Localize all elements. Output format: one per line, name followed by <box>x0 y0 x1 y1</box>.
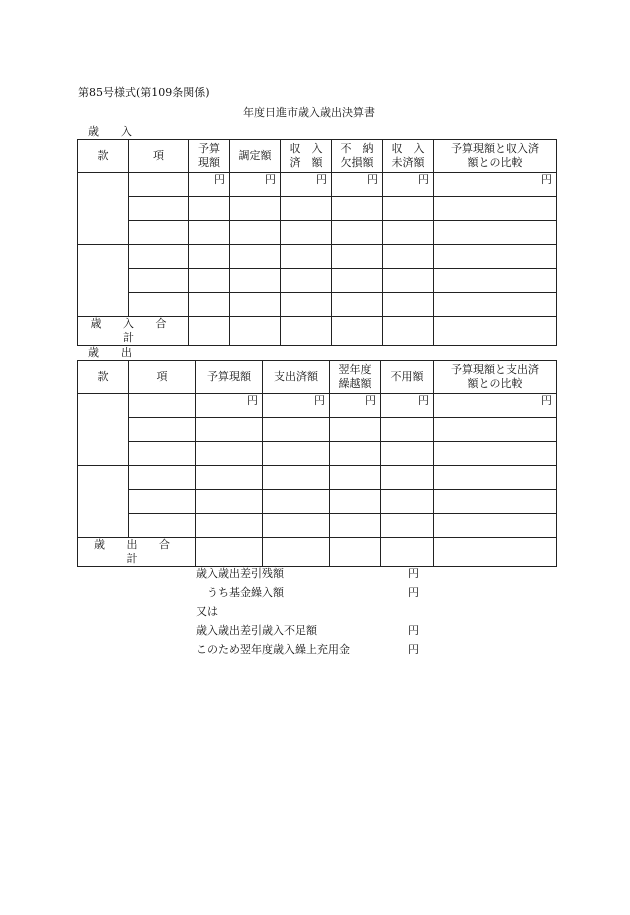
revenue-header-uncollected: 収 入 未済額 <box>383 140 434 173</box>
expenditure-cell <box>263 490 330 514</box>
revenue-total-cell <box>230 317 281 346</box>
revenue-cell <box>383 269 434 293</box>
expenditure-cell <box>330 514 381 538</box>
expenditure-total-label: 歳 出 合 計 <box>78 538 196 567</box>
footer-unit: 円 <box>408 567 419 580</box>
expenditure-kan-cell <box>78 466 129 538</box>
revenue-total-cell <box>281 317 332 346</box>
revenue-cell <box>189 269 230 293</box>
footer-unit: 円 <box>408 643 419 656</box>
expenditure-header-kou: 項 <box>129 361 196 394</box>
expenditure-header-unused: 不用額 <box>381 361 434 394</box>
revenue-cell <box>230 245 281 269</box>
revenue-table <box>77 139 557 346</box>
expenditure-heading: 歳 出 <box>88 346 132 359</box>
revenue-header-budget: 予算 現額 <box>189 140 230 173</box>
revenue-yen-unit: 円 <box>281 173 332 197</box>
expenditure-kan-cell <box>78 394 129 466</box>
expenditure-header-kan: 款 <box>78 361 129 394</box>
revenue-cell <box>332 197 383 221</box>
footer-balance <box>196 565 426 583</box>
expenditure-cell <box>330 490 381 514</box>
revenue-cell <box>281 245 332 269</box>
footer-unit: 円 <box>408 586 419 599</box>
expenditure-cell <box>330 466 381 490</box>
revenue-cell <box>434 197 557 221</box>
revenue-cell <box>383 221 434 245</box>
revenue-kan-cell <box>78 245 129 317</box>
revenue-cell <box>434 245 557 269</box>
revenue-total-cell <box>434 317 557 346</box>
expenditure-total-cell <box>263 538 330 567</box>
revenue-cell <box>281 293 332 317</box>
revenue-yen-unit: 円 <box>332 173 383 197</box>
footer-or <box>196 603 426 621</box>
footer-label: うち基金繰入額 <box>196 586 284 599</box>
expenditure-cell <box>434 418 557 442</box>
revenue-kou-cell <box>129 221 189 245</box>
footer-unit: 円 <box>408 624 419 637</box>
revenue-cell <box>189 293 230 317</box>
expenditure-cell <box>196 490 263 514</box>
expenditure-cell <box>196 442 263 466</box>
expenditure-cell <box>196 418 263 442</box>
revenue-cell <box>281 197 332 221</box>
revenue-cell <box>383 197 434 221</box>
revenue-total-cell <box>383 317 434 346</box>
revenue-yen-unit: 円 <box>230 173 281 197</box>
revenue-cell <box>230 197 281 221</box>
footer-fund-transfer <box>196 584 426 602</box>
revenue-yen-unit: 円 <box>189 173 230 197</box>
expenditure-cell <box>196 514 263 538</box>
revenue-header-kan: 款 <box>78 140 129 173</box>
expenditure-kou-cell <box>129 394 196 418</box>
footer-label: 又は <box>196 605 218 618</box>
expenditure-cell <box>263 514 330 538</box>
expenditure-cell <box>434 466 557 490</box>
expenditure-cell <box>330 442 381 466</box>
revenue-cell <box>332 293 383 317</box>
revenue-kou-cell <box>129 245 189 269</box>
expenditure-header-paid: 支出済額 <box>263 361 330 394</box>
expenditure-cell <box>434 514 557 538</box>
revenue-cell <box>230 269 281 293</box>
expenditure-yen-unit: 円 <box>434 394 557 418</box>
revenue-header-received: 収 入 済 額 <box>281 140 332 173</box>
revenue-cell <box>434 293 557 317</box>
revenue-header-kou: 項 <box>129 140 189 173</box>
expenditure-cell <box>434 442 557 466</box>
expenditure-cell <box>330 418 381 442</box>
revenue-heading: 歳 入 <box>88 125 132 138</box>
revenue-cell <box>434 269 557 293</box>
revenue-kou-cell <box>129 173 189 197</box>
revenue-kou-cell <box>129 197 189 221</box>
expenditure-cell <box>381 490 434 514</box>
revenue-cell <box>189 221 230 245</box>
expenditure-total-cell <box>196 538 263 567</box>
revenue-yen-unit: 円 <box>434 173 557 197</box>
footer-shortfall <box>196 622 426 640</box>
expenditure-total-cell <box>434 538 557 567</box>
revenue-header-deficit: 不 納 欠損額 <box>332 140 383 173</box>
expenditure-cell <box>263 442 330 466</box>
expenditure-cell <box>381 514 434 538</box>
revenue-total-label: 歳 入 合 計 <box>78 317 189 346</box>
expenditure-cell <box>434 490 557 514</box>
expenditure-header-carryover: 翌年度 繰越額 <box>330 361 381 394</box>
expenditure-total-cell <box>330 538 381 567</box>
expenditure-kou-cell <box>129 514 196 538</box>
revenue-cell <box>383 245 434 269</box>
footer-label: 歳入歳出差引歳入不足額 <box>196 624 317 637</box>
revenue-yen-unit: 円 <box>383 173 434 197</box>
footer-label: このため翌年度歳入繰上充用金 <box>196 643 350 656</box>
expenditure-total-cell <box>381 538 434 567</box>
revenue-cell <box>332 221 383 245</box>
revenue-cell <box>434 221 557 245</box>
expenditure-yen-unit: 円 <box>196 394 263 418</box>
revenue-total-cell <box>189 317 230 346</box>
revenue-cell <box>332 269 383 293</box>
expenditure-cell <box>263 466 330 490</box>
revenue-total-cell <box>332 317 383 346</box>
form-number: 第85号様式(第109条関係) <box>78 86 210 99</box>
revenue-cell <box>281 269 332 293</box>
expenditure-table <box>77 360 557 567</box>
expenditure-yen-unit: 円 <box>381 394 434 418</box>
expenditure-yen-unit: 円 <box>330 394 381 418</box>
revenue-cell <box>230 221 281 245</box>
revenue-header-comparison: 予算現額と収入済 額との比較 <box>434 140 557 173</box>
expenditure-cell <box>196 466 263 490</box>
expenditure-yen-unit: 円 <box>263 394 330 418</box>
revenue-header-assessed: 調定額 <box>230 140 281 173</box>
expenditure-kou-cell <box>129 442 196 466</box>
expenditure-cell <box>381 442 434 466</box>
expenditure-header-comparison: 予算現額と支出済 額との比較 <box>434 361 557 394</box>
document-title: 年度日進市歳入歳出決算書 <box>243 106 375 119</box>
revenue-cell <box>189 197 230 221</box>
footer-label: 歳入歳出差引残額 <box>196 567 284 580</box>
expenditure-kou-cell <box>129 466 196 490</box>
footer-advance-use <box>196 641 426 659</box>
expenditure-kou-cell <box>129 418 196 442</box>
expenditure-kou-cell <box>129 490 196 514</box>
revenue-cell <box>383 293 434 317</box>
revenue-kou-cell <box>129 269 189 293</box>
expenditure-cell <box>263 418 330 442</box>
expenditure-cell <box>381 418 434 442</box>
expenditure-header-budget: 予算現額 <box>196 361 263 394</box>
revenue-cell <box>332 245 383 269</box>
revenue-cell <box>189 245 230 269</box>
revenue-cell <box>281 221 332 245</box>
revenue-cell <box>230 293 281 317</box>
expenditure-cell <box>381 466 434 490</box>
revenue-kou-cell <box>129 293 189 317</box>
revenue-kan-cell <box>78 173 129 245</box>
